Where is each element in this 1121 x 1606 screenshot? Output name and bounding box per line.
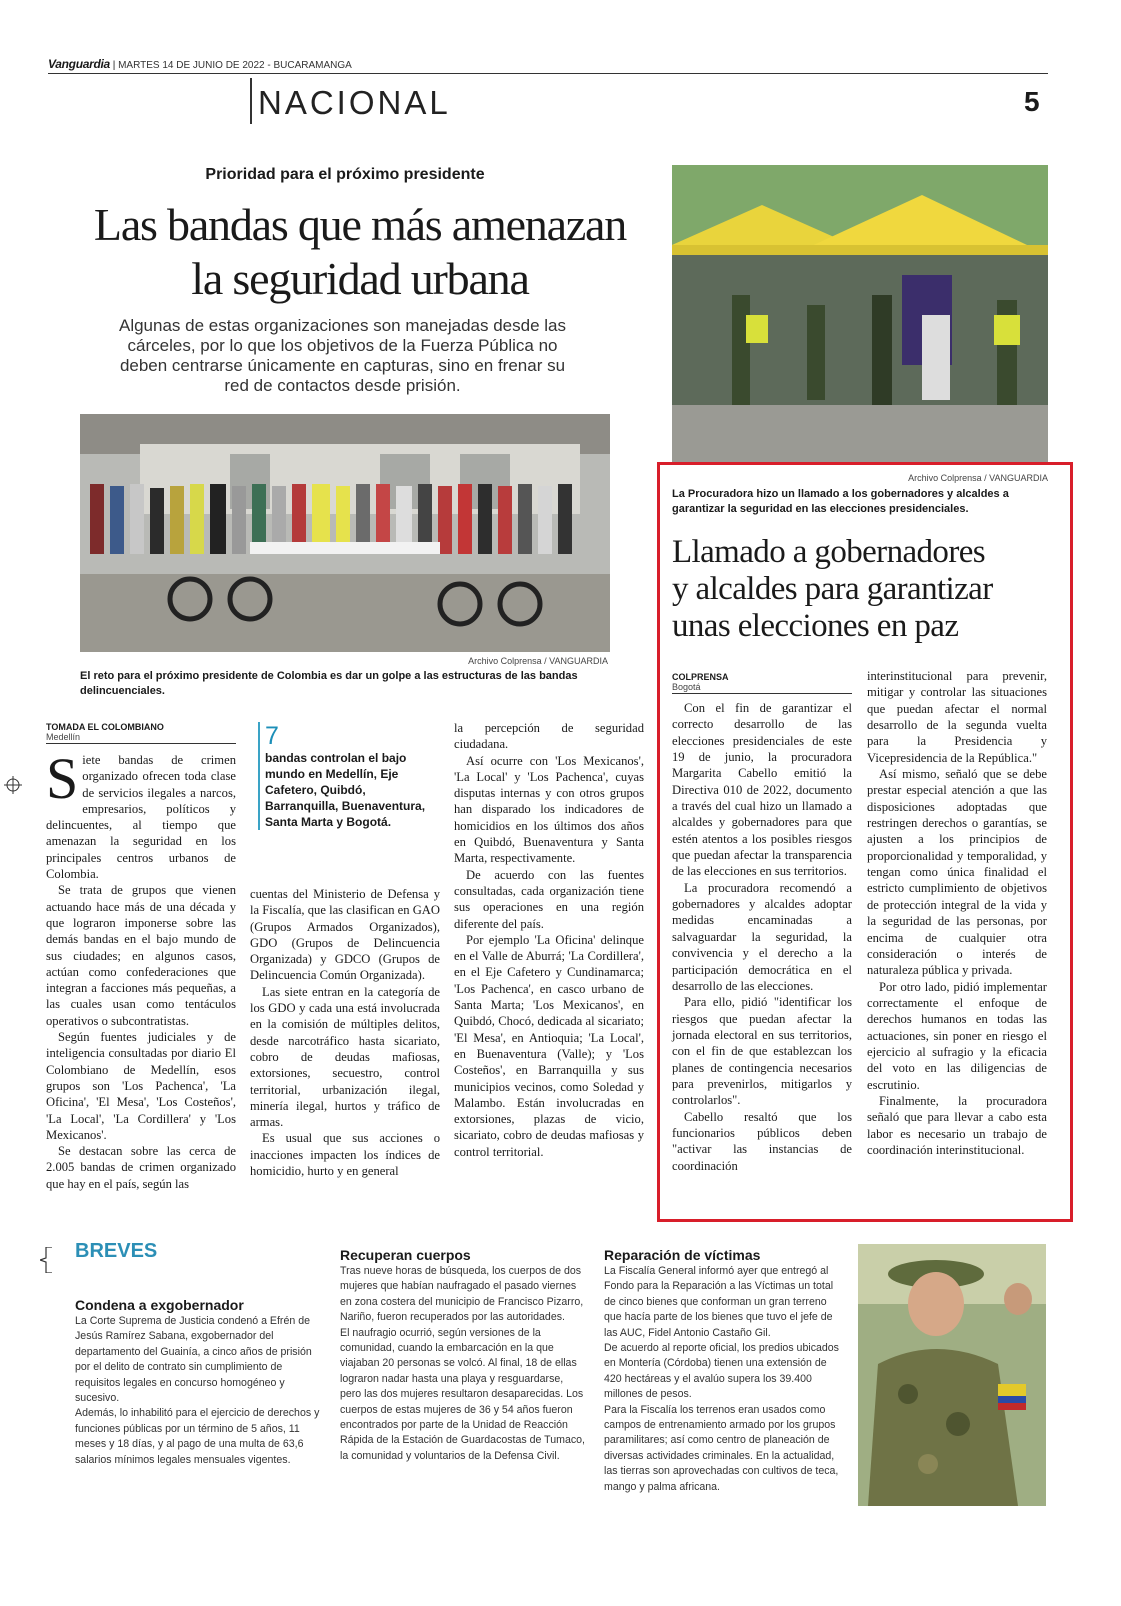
paragraph: La Fiscalía General informó ayer que entregó al Fondo para la Reparación a las Víctimas un total de cinco bienes que conforman un gran terreno que hacía parte de los bienes que tuvo el jefe de las AUC, Fidel Antonio Castaño Gil. bbox=[604, 1265, 834, 1339]
paragraph: Para ello, pidió "identificar los riesgos que puedan afectar la jornada electoral en sus territorios, con el fin de que establezcan los planes de contingencia necesarios para prevenirlos, mitigarlos y controlarlos". bbox=[672, 995, 852, 1108]
paragraph: De acuerdo con las fuentes consultadas, cada organización tiene sus operaciones en una región diferente del país. bbox=[454, 867, 644, 931]
byline-city: Medellín bbox=[46, 732, 81, 742]
article-column bbox=[250, 886, 440, 1179]
paragraph: Las siete entran en la categoría de los GDO y cada una está involucrada en la comisión de múltiples delitos, desde narcotráfico hasta sicariato, cobro de deudas mafiosas, extorsiones, secuestro, control territorial, urbanización ilegal, minería ilegal, hurtos y tráfico de armas. bbox=[250, 984, 440, 1130]
breves-label: BREVES bbox=[75, 1240, 158, 1262]
paragraph: Además, lo inhabilitó para el ejercicio de derechos y funciones públicas por un término de 5 años, 11 meses y 18 días, y al pago de una multa de 63,6 salarios mínimos legales mensuales vigentes. bbox=[75, 1407, 320, 1466]
factbox-text: bandas controlan el bajo mundo en Medellín, Eje Cafetero, Quibdó, Barranquilla, Buenaventura, Santa Marta y Bogotá. bbox=[265, 751, 426, 829]
article-column bbox=[454, 720, 644, 1160]
registration-mark-icon bbox=[4, 776, 22, 794]
brief-body bbox=[340, 1264, 585, 1464]
header-rule bbox=[48, 73, 1048, 74]
paragraph: Por otro lado, pidió implementar correctamente el enfoque de derechos humanos en todas las actuaciones, sin poner en riesgo el ejercicio al sufragio y la eficacia del voto en las diligencias de escrutinio. bbox=[867, 979, 1047, 1092]
dateline: MARTES 14 DE JUNIO DE 2022 - BUCARAMANGA bbox=[118, 60, 352, 71]
paragraph: Se destacan sobre las cerca de 2.005 bandas de crimen organizado que hay en el país, según las bbox=[46, 1144, 236, 1191]
paragraph: Cabello resaltó que los funcionarios públicos deben "activar las instancias de coordinación bbox=[672, 1109, 852, 1173]
factbox-rule bbox=[258, 722, 260, 830]
paragraph: Finalmente, la procuradora señaló que para llevar a cabo esta labor es necesario un trabajo de coordinación interinstitucional. bbox=[867, 1093, 1047, 1157]
paragraph: Por ejemplo 'La Oficina' delinque en el Valle de Aburrá; 'La Cordillera', en el Eje Cafetero y Cundinamarca; 'Los Pachenca', en casco urbano de Santa Marta; 'Los Mexicanos', en Quibdó, Chocó, dedicada al sicariato; 'El Mesa', en Antioquia; 'La Local', en Buenaventura (Valle); y 'Los Costeños', en Barranquilla y sus municipios vecinos, como Soledad y Malambo. Están involucradas en extorsiones, plazas de vicio, sicariato, cobro de deudas mafiosas y control territorial. bbox=[454, 932, 644, 1159]
brief-photo bbox=[858, 1244, 1046, 1506]
article-column bbox=[46, 746, 236, 1192]
photo-caption: La Procuradora hizo un llamado a los gobernadores y alcaldes a garantizar la seguridad en las elecciones presidenciales. bbox=[672, 488, 1009, 515]
paragraph: cuentas del Ministerio de Defensa y la Fiscalía, que las clasifican en GAO (Grupos Armados Organizados), GDO (Grupos de Delincuencia Organizada) y GDCO (Grupos de Delincuencia Común Organizada). bbox=[250, 887, 440, 983]
article-deck: Algunas de estas organizaciones son manejadas desde las cárceles, por lo que los objetivos de la Fuerza Pública no deben centrarse únicamente en capturas, sino en frenar su red de contactos desde prisión. bbox=[118, 316, 566, 395]
paragraph: La procuradora recomendó a gobernadores y alcaldes adoptar medidas encaminadas a salvaguardar la seguridad, la convivencia y el derecho a la participación democrática en el desarrollo de las elecciones. bbox=[672, 880, 852, 993]
brief-title: Condena a exgobernador bbox=[75, 1297, 244, 1313]
photo-credit: Archivo Colprensa / VANGUARDIA bbox=[468, 656, 608, 666]
brief-body bbox=[75, 1314, 325, 1468]
brief-title: Recuperan cuerpos bbox=[340, 1247, 471, 1263]
section-title: NACIONAL bbox=[258, 84, 451, 121]
article-kicker: Prioridad para el próximo presidente bbox=[205, 166, 485, 183]
breves-bracket-icon bbox=[40, 1247, 62, 1273]
paragraph: Tras nueve horas de búsqueda, los cuerpos de dos mujeres que habían naufragado el pasado viernes en zona costera del municipio de Francisco Pizarro, Nariño, fueron recuperados por las autoridades. bbox=[340, 1265, 584, 1324]
factbox bbox=[265, 722, 430, 830]
paragraph: interinstitucional para prevenir, mitigar y controlar las situaciones que puedan afectar el normal desarrollo de la segunda vuelta para la Presidencia y Vicepresidencia de la República." bbox=[867, 669, 1047, 765]
paragraph: Con el fin de garantizar el correcto desarrollo de las elecciones presidenciales de este 19 de junio, la procuradora Margarita Cabello emitió la Directiva 010 de 2022, documento a través del cual hizo un llamado a alcaldes y gobernadores para que estén atentos a los posibles riesgos que puedan afectar la transparencia de las elecciones en sus territorios. bbox=[672, 701, 852, 879]
side-article-column bbox=[672, 700, 852, 1174]
paragraph: El naufragio ocurrió, según versiones de la comunidad, cuando la embarcación en la que viajaban 20 personas se volcó. Al final, 18 de ellas lograron nadar hasta una playa y resguardarse, pero las dos mujeres resultaron desaparecidas. Los cuerpos de estas mujeres de 36 y 54 años fueron encontrados por parte de la Unidad de Reacción Rápida de la Estación de Guardacostas de Tumaco, la comunidad y voluntarios de la Defensa Civil. bbox=[340, 1326, 585, 1462]
page-number: 5 bbox=[1024, 86, 1040, 117]
headline-line: y alcaldes para garantizar bbox=[672, 571, 993, 607]
paragraph: La Corte Suprema de Justicia condenó a Efrén de Jesús Ramírez Sabana, exgobernador del departamento del Guainía, a cinco años de prisión por el delito de contrato sin cumplimiento de requisitos legales en concurso homogéneo y sucesivo. bbox=[75, 1315, 312, 1405]
paragraph bbox=[46, 746, 236, 882]
paragraph: De acuerdo al reporte oficial, los predios ubicados en Montería (Córdoba) tienen una extensión de 420 hectáreas y el avalúo supera los 39.400 millones de pesos. bbox=[604, 1342, 839, 1401]
byline-city: Bogotá bbox=[672, 682, 701, 692]
paragraph: la percepción de seguridad ciudadana. bbox=[454, 721, 644, 752]
headline-line: Las bandas que más amenazan bbox=[93, 199, 627, 250]
side-article-headline bbox=[672, 534, 1052, 645]
brief-title: Reparación de víctimas bbox=[604, 1247, 761, 1263]
divider: | bbox=[112, 60, 119, 71]
headline-line: unas elecciones en paz bbox=[672, 608, 959, 644]
paragraph: Para la Fiscalía los terrenos eran usados como campos de entrenamiento armado por los grupos paramilitares; así como centro de planeación de diversas actividades criminales. En la actualidad, las tierras son aprovechadas con cultivos de teca, mango y palma africana. bbox=[604, 1403, 839, 1493]
photo-caption: El reto para el próximo presidente de Colombia es dar un golpe a las estructuras de las bandas delincuenciales. bbox=[80, 670, 578, 697]
paragraph: Según fuentes judiciales y de inteligencia consultadas por diario El Colombiano de Medellín, esos grupos son 'Los Pachenca', 'La Oficina', 'El Mesa', 'Los Costeños', 'La Local', 'La Cordillera' y 'Los Mexicanos'. bbox=[46, 1030, 236, 1142]
byline-rule bbox=[46, 743, 236, 744]
headline-line: Llamado a gobernadores bbox=[672, 534, 985, 570]
factbox-number: 7 bbox=[265, 722, 279, 750]
paragraph: Es usual que sus acciones o inacciones impacten los índices de homicidio, hurto y en general bbox=[250, 1131, 440, 1179]
brief-body bbox=[604, 1264, 844, 1495]
drop-cap: S bbox=[46, 746, 79, 811]
paragraph-text: iete bandas de crimen organizado ofrecen toda clase de servicios ilegales a narcos, empresarios, políticos y delincuentes, al tiempo que amenazan la seguridad en los principales centros urbanos de Colombia. bbox=[46, 753, 236, 882]
article-headline bbox=[50, 198, 670, 306]
side-article-photo bbox=[672, 165, 1048, 463]
article-photo bbox=[80, 414, 610, 652]
paragraph: Así ocurre con 'Los Mexicanos', 'La Local' y 'Los Pachenca', cuyas disputas internas y con otros grupos han disparado los indicadores de homicidios en los últimos dos años en Quibdó, Buenaventura y Santa Marta, respectivamente. bbox=[454, 753, 644, 866]
paragraph: Así mismo, señaló que se debe prestar especial atención a que las disposiciones adoptadas que restringen derechos o garantías, se ajusten a los principios de proporcionalidad y temporalidad, y tengan como única finalidad el estricto cumplimiento de objetivos de protección integral de la vida y la seguridad de las personas, por encima de cualquier otra consideración o interés de naturaleza pública y privada. bbox=[867, 767, 1047, 978]
photo-credit: Archivo Colprensa / VANGUARDIA bbox=[908, 473, 1048, 483]
byline-rule bbox=[672, 693, 852, 694]
byline-agency: TOMADA EL COLOMBIANO bbox=[46, 722, 164, 732]
paragraph: Se trata de grupos que vienen actuando hace más de una década y que lograron imponerse sobre las demás bandas en el bajo mundo de sus ciudades; en algunos casos, actúan como confederaciones que integran a facciones más pequeñas, a las cuales usan como tentáculos operativos o subcontratistas. bbox=[46, 883, 236, 1028]
side-article-column bbox=[867, 668, 1047, 1158]
brand-logo: Vanguardia bbox=[48, 57, 110, 71]
byline-agency: COLPRENSA bbox=[672, 672, 729, 682]
headline-line: la seguridad urbana bbox=[191, 253, 529, 304]
section-divider bbox=[250, 78, 252, 124]
